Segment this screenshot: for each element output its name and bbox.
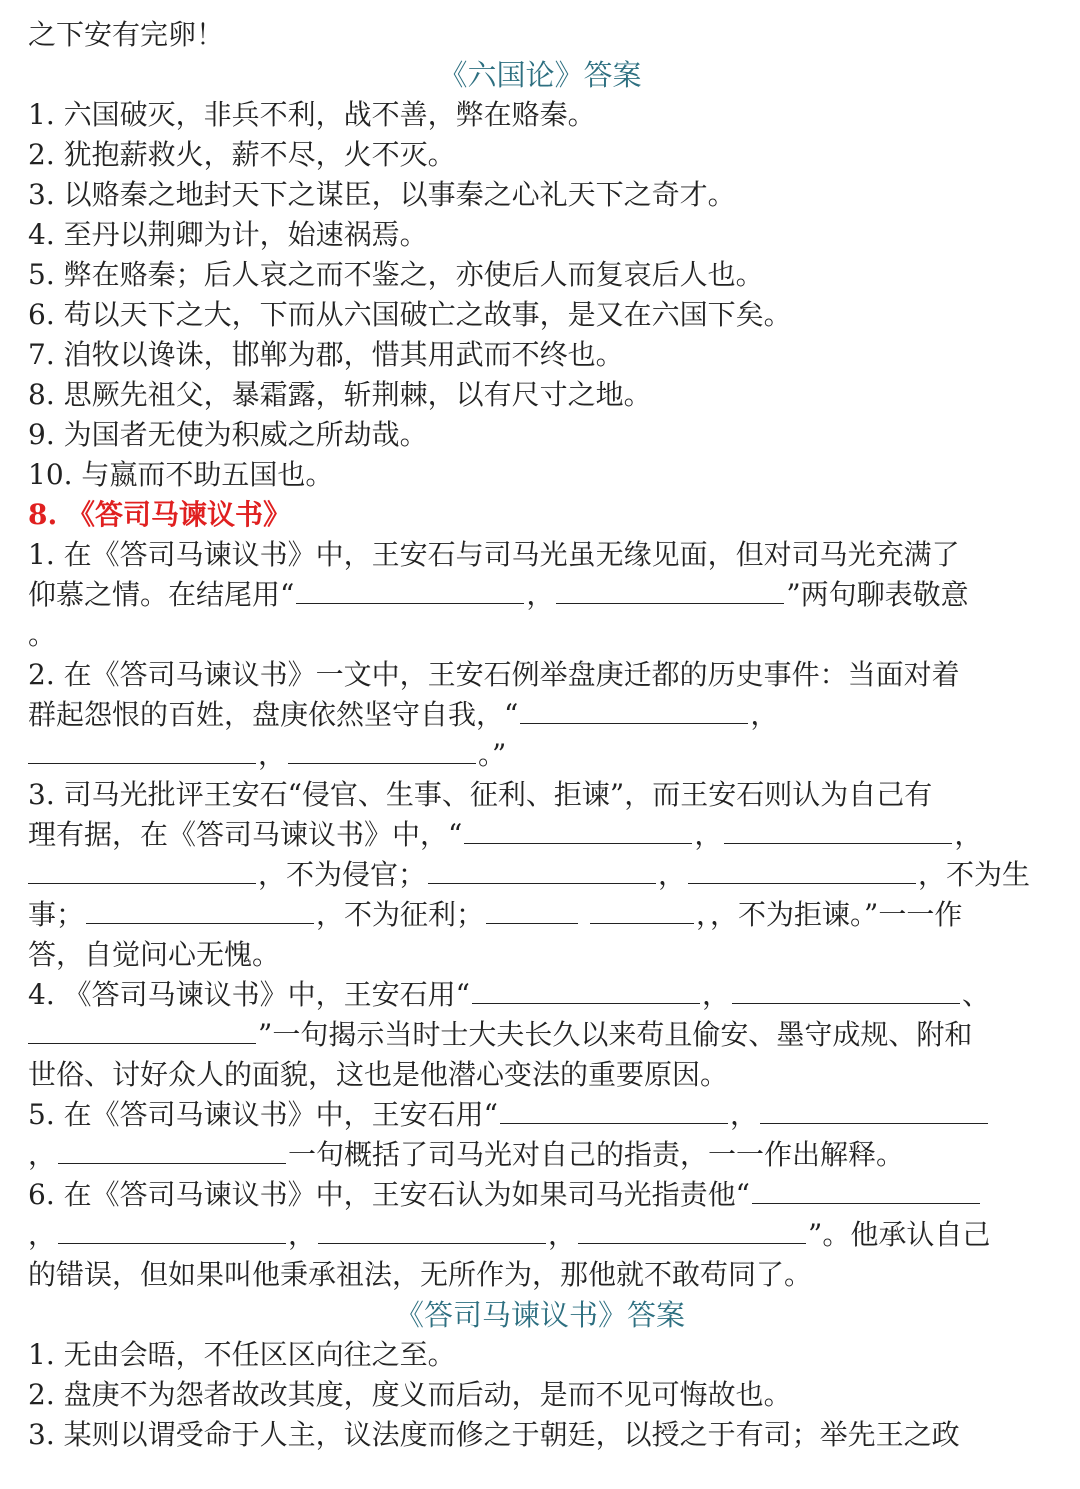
question-4-line-2: [28, 1015, 1063, 1055]
liuguo-answer-2: 2. 犹抱薪救火，薪不尽，火不灭。: [28, 138, 456, 171]
answer-blank[interactable]: [464, 817, 692, 844]
answer-blank[interactable]: [500, 1097, 728, 1124]
q4-text-b: ，: [701, 978, 730, 1011]
q2-text-c: ，: [258, 738, 287, 771]
q4-text-a: 4. 《答司马谏议书》中，王安石用“: [28, 978, 470, 1011]
liuguo-answer-1: 1. 六国破灭，非兵不利，战不善，弊在赂秦。: [28, 98, 596, 131]
q4-text-d: ”一句揭示当时士大夫长久以来苟且偷安、墨守成规、附和: [258, 1018, 973, 1051]
answer-blank[interactable]: [318, 1217, 546, 1244]
answer-blank[interactable]: [556, 577, 784, 604]
question-3-line-3: [28, 855, 1063, 895]
answer-blank[interactable]: [28, 1017, 256, 1044]
liuguo-answer-5: 5. 弊在赂秦；后人哀之而不鉴之，亦使后人而复哀后人也。: [28, 258, 764, 291]
question-3-line-2: [28, 815, 1063, 855]
question-1-line-1: 1. 在《答司马谏议书》中，王安石与司马光虽无缘见面，但对司马光充满了: [28, 538, 960, 571]
q3-text-g: 事；: [28, 898, 85, 931]
answer-blank[interactable]: [732, 977, 960, 1004]
q2-text-b: ，: [750, 698, 779, 731]
answer-blank[interactable]: [590, 897, 694, 924]
dasima-answers-title: 《答司马谏议书》答案: [394, 1298, 685, 1332]
question-4-line-3: 世俗、讨好众人的面貌，这也是他潜心变法的重要原因。: [28, 1058, 729, 1091]
dasima-answer-1: 1. 无由会晤，不任区区向往之至。: [28, 1338, 456, 1371]
liuguo-answers-title: 《六国论》答案: [438, 58, 642, 92]
liuguo-answer-3: 3. 以赂秦之地封天下之谋臣，以事秦之心礼天下之奇才。: [28, 178, 736, 211]
q6-text-e: ”。他承认自己: [808, 1218, 991, 1251]
answer-blank[interactable]: [578, 1217, 806, 1244]
q1-text-c: ”两句聊表敬意: [786, 578, 969, 611]
answer-blank[interactable]: [86, 897, 314, 924]
q5-text-a: 5. 在《答司马谏议书》中，王安石用“: [28, 1098, 498, 1131]
q5-text-c: ，: [28, 1138, 57, 1171]
question-3-line-1: 3. 司马光批评王安石“侵官、生事、征利、拒谏”，而王安石则认为自己有: [28, 778, 933, 811]
q3-text-c: ，: [954, 818, 983, 851]
answer-blank[interactable]: [472, 977, 700, 1004]
question-2-line-1: 2. 在《答司马谏议书》一文中，王安石例举盘庚迁都的历史事件：当面对着: [28, 658, 960, 691]
answer-blank[interactable]: [428, 857, 656, 884]
question-6-line-3: 的错误，但如果叫他秉承祖法，无所作为，那他就不敢苟同了。: [28, 1258, 813, 1291]
q6-text-a: 6. 在《答司马谏议书》中，王安石认为如果司马光指责他“: [28, 1178, 750, 1211]
dasima-answer-3: 3. 某则以谓受命于人主，议法度而修之于朝廷，以授之于有司；举先王之政: [28, 1418, 960, 1451]
question-4-line-1: [28, 975, 1063, 1015]
liuguo-answer-8: 8. 思厥先祖父，暴霜露，斩荆棘，以有尺寸之地。: [28, 378, 652, 411]
q6-text-d: ，: [548, 1218, 577, 1251]
q1-text-b: ，: [526, 578, 555, 611]
answer-blank[interactable]: [724, 817, 952, 844]
question-1-line-2: [28, 575, 1063, 615]
question-5-line-1: [28, 1095, 1063, 1135]
q3-text-d: ，不为侵官；: [258, 858, 427, 891]
answer-blank[interactable]: [688, 857, 916, 884]
answer-blank[interactable]: [486, 897, 578, 924]
question-3-line-5: 答，自觉问心无愧。: [28, 938, 281, 971]
q3-text-b: ，: [694, 818, 723, 851]
liuguo-answer-6: 6. 苟以天下之大，下而从六国破亡之故事，是又在六国下矣。: [28, 298, 792, 331]
liuguo-answer-10: 10. 与嬴而不助五国也。: [28, 458, 334, 491]
liuguo-answer-4: 4. 至丹以荆卿为计，始速祸焉。: [28, 218, 428, 251]
liuguo-answer-7: 7. 洎牧以谗诛，邯郸为郡，惜其用武而不终也。: [28, 338, 624, 371]
q3-text-i: ，，不为拒谏。”一一作: [696, 898, 963, 931]
answer-blank[interactable]: [520, 697, 748, 724]
q6-text-b: ，: [28, 1218, 57, 1251]
answer-blank[interactable]: [58, 1137, 286, 1164]
q3-text-h: ，不为征利；: [316, 898, 485, 931]
question-6-line-1: [28, 1175, 1063, 1215]
q2-text-a: 群起怨恨的百姓，盘庚依然坚守自我，“: [28, 698, 519, 731]
q3-text-a: 理有据，在《答司马谏议书》中，“: [28, 818, 463, 851]
answer-blank[interactable]: [760, 1097, 988, 1124]
liuguo-answer-9: 9. 为国者无使为积威之所劫哉。: [28, 418, 428, 451]
intro-line: 之下安有完卵！: [28, 18, 225, 51]
answer-blank[interactable]: [296, 577, 524, 604]
answer-blank[interactable]: [28, 737, 256, 764]
q3-text-e: ，: [658, 858, 687, 891]
dasima-answer-2: 2. 盘庚不为怨者故改其度，度义而后动，是而不见可悔故也。: [28, 1378, 792, 1411]
q6-text-c: ，: [288, 1218, 317, 1251]
section-title-dasima: 8. 《答司马谏议书》: [28, 498, 291, 531]
answer-blank[interactable]: [288, 737, 476, 764]
q5-text-d: 一句概括了司马光对自己的指责，一一作出解释。: [288, 1138, 905, 1171]
answer-blank[interactable]: [28, 857, 256, 884]
question-2-line-3: [28, 735, 1063, 775]
answer-blank[interactable]: [58, 1217, 286, 1244]
answer-blank[interactable]: [752, 1177, 980, 1204]
q4-text-c: 、: [961, 978, 990, 1011]
question-1-line-3: 。: [28, 618, 57, 651]
q5-text-b: ，: [729, 1098, 758, 1131]
question-2-line-2: [28, 695, 1063, 735]
question-6-line-2: [28, 1215, 1063, 1255]
question-5-line-2: [28, 1135, 1063, 1175]
q3-text-f: ，不为生: [918, 858, 1031, 891]
q1-text-a: 仰慕之情。在结尾用“: [28, 578, 295, 611]
question-3-line-4: [28, 895, 1063, 935]
q2-text-d: 。”: [478, 738, 507, 771]
